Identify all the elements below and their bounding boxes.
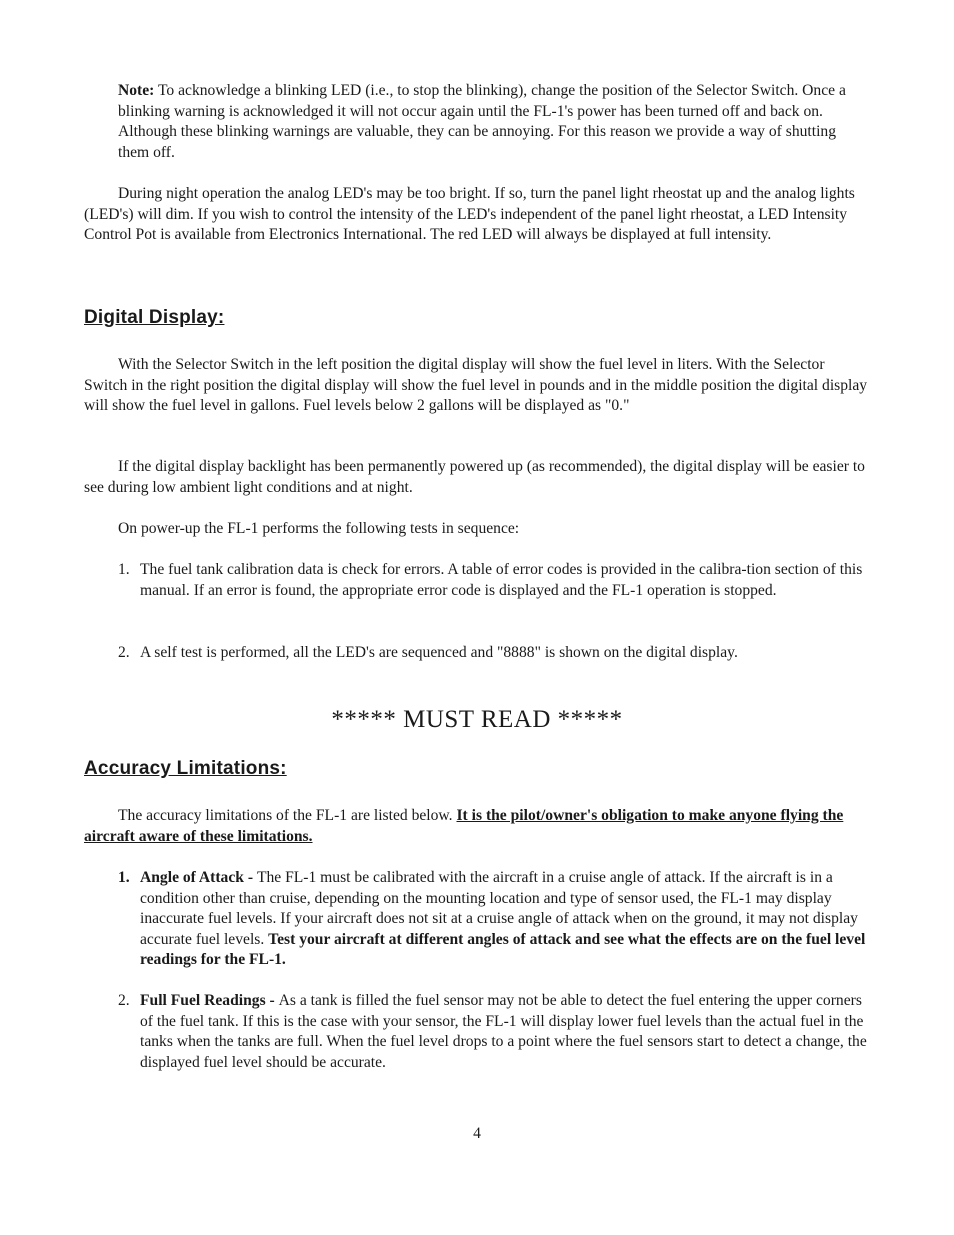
night-operation-paragraph: During night operation the analog LED's may be too bright. If so, turn the panel light rheostat up and the analog lights (LED's) will dim. If you wish to control the intensity of the LED's independent of the panel light rheostat, a LED Intensity Control Pot is available from Electronics International. The red LED will always be displayed at full intensity.: [84, 185, 855, 243]
digital-display-paragraph-3: On power-up the FL-1 performs the following tests in sequence:: [118, 520, 520, 537]
accuracy-limitations-heading: Accuracy Limitations:: [84, 758, 287, 779]
limitation-item-text: As a tank is filled the fuel sensor may not be able to detect the fuel entering the upper corners of the fuel tank. If this is the case with your sensor, the FL-1 will display lower fuel levels than the actual fuel in the tanks when the tanks are full. When the fuel level drops to a point where the fuel sensors start to detect a change, the displayed fuel level should be accurate.: [140, 992, 867, 1071]
limitation-item-number: 2.: [118, 992, 130, 1009]
limitation-item-emphasis: Test your aircraft at different angles of attack and see what the effects are on the fuel level readings for the FL-1.: [140, 930, 866, 968]
accuracy-intro-paragraph: [84, 806, 870, 847]
test-item-text: A self test is performed, all the LED's are sequenced and "8888" is shown on the digital display.: [140, 644, 738, 661]
page-number: 4: [473, 1125, 481, 1142]
test-item-number: 2.: [118, 644, 130, 661]
limitation-item-title: Angle of Attack -: [140, 869, 257, 886]
note-text: To acknowledge a blinking LED (i.e., to stop the blinking), change the position of the Selector Switch. Once a blinking warning is acknowledged it will not occur again until the FL-1's power has been turned off and back on. Although these blinking warnings are valuable, they can be annoying. For this reason we provide a way of shutting them off.: [118, 82, 846, 161]
must-read-banner: ***** MUST READ *****: [331, 706, 623, 733]
limitation-item-number: 1.: [118, 869, 130, 886]
test-item-2: [118, 643, 870, 664]
digital-display-paragraph-1: With the Selector Switch in the left position the digital display will show the fuel level in liters. With the Selector Switch in the right position the digital display will show the fuel level in pounds and in the middle position the digital display will show the fuel level in gallons. Fuel levels below 2 gallons will be displayed as "0.": [84, 356, 868, 414]
accuracy-intro-emphasis: It is the pilot/owner's obligation to make anyone flying the aircraft aware of these limitations.: [84, 807, 844, 845]
note-label: Note:: [118, 82, 155, 99]
test-item-1: [118, 560, 870, 601]
note-paragraph: [118, 81, 870, 163]
limitation-item-2: [118, 991, 870, 1073]
limitation-item-1: [118, 868, 870, 971]
limitation-item-title: Full Fuel Readings -: [140, 992, 279, 1009]
test-item-text: The fuel tank calibration data is check for errors. A table of error codes is provided in the calibra-tion section of this manual. If an error is found, the appropriate error code is displayed and the FL-1 operation is stopped.: [140, 561, 863, 599]
test-item-number: 1.: [118, 561, 130, 578]
digital-display-paragraph-2: If the digital display backlight has been permanently powered up (as recommended), the digital display will be easier to see during low ambient light conditions and at night.: [84, 458, 865, 496]
accuracy-intro-text: The accuracy limitations of the FL-1 are listed below.: [118, 807, 457, 824]
limitation-item-text: The FL-1 must be calibrated with the aircraft in a cruise angle of attack. If the aircraft is in a condition other than cruise, depending on the mounting location and type of sensor used, the FL-1 may display inaccurate fuel levels. If your aircraft does not sit at a cruise angle of attack when on the ground, it may not display accurate fuel levels.: [140, 869, 858, 948]
digital-display-heading: Digital Display:: [84, 307, 225, 328]
